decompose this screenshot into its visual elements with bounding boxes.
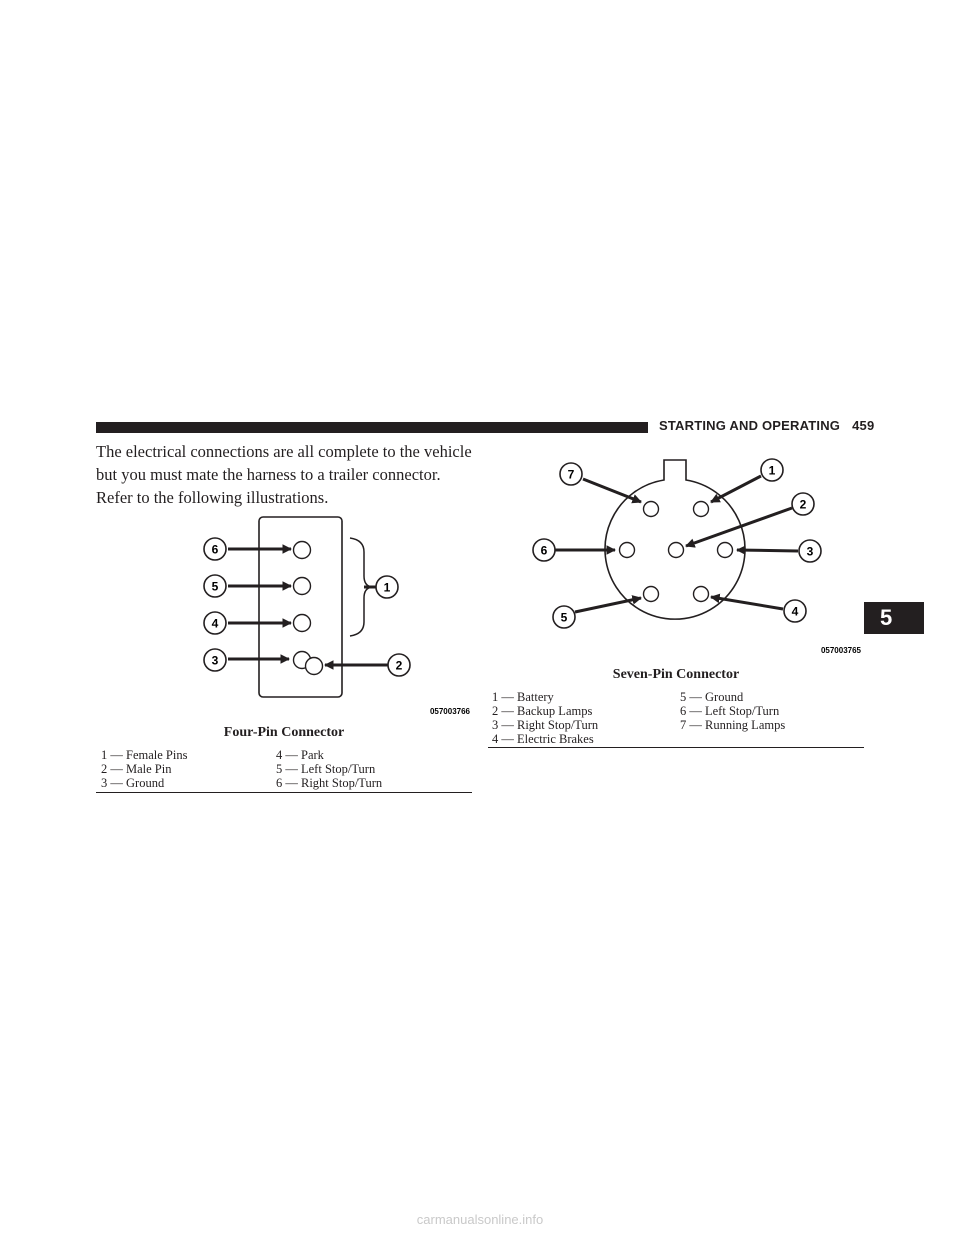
pin-5 bbox=[294, 578, 311, 595]
footer-watermark: carmanualsonline.info bbox=[416, 1212, 544, 1227]
legend-item: 5 — Left Stop/Turn bbox=[276, 762, 376, 776]
legend-item: 1 — Female Pins bbox=[101, 748, 188, 762]
leader-arrow-4 bbox=[711, 597, 783, 609]
intro-line: but you must mate the harness to a trailer connector. bbox=[96, 465, 441, 484]
legend-item: 4 — Park bbox=[276, 748, 324, 762]
pin-6 bbox=[294, 542, 311, 559]
legend-column-right bbox=[680, 690, 785, 732]
legend-column-left bbox=[101, 748, 187, 790]
page-number: 459 bbox=[852, 418, 875, 433]
seven-pin-diagram bbox=[525, 455, 865, 660]
seven-pin-legend-rule bbox=[488, 747, 864, 748]
legend-item: 3 — Ground bbox=[101, 776, 165, 790]
callout-5-label: 5 bbox=[560, 610, 568, 625]
legend-item: 3 — Right Stop/Turn bbox=[492, 718, 599, 732]
seven-pin-connector-figure bbox=[525, 455, 865, 660]
legend-item: 4 — Electric Brakes bbox=[492, 732, 594, 746]
figure-code: 057003765 bbox=[820, 646, 861, 655]
figure-code: 057003766 bbox=[429, 707, 470, 716]
pin-2 bbox=[669, 543, 684, 558]
pin-7 bbox=[644, 502, 659, 517]
callout-2-label: 2 bbox=[799, 497, 807, 512]
callout-6-label: 6 bbox=[211, 542, 219, 557]
legend-item: 2 — Male Pin bbox=[101, 762, 172, 776]
chapter-tab bbox=[864, 602, 924, 634]
pin-4 bbox=[694, 587, 709, 602]
connector-housing bbox=[605, 460, 745, 619]
legend-item: 7 — Running Lamps bbox=[680, 718, 786, 732]
four-pin-legend-rule bbox=[96, 792, 472, 793]
legend-item: 2 — Backup Lamps bbox=[492, 704, 593, 718]
callout-2-label: 2 bbox=[395, 658, 403, 673]
legend-column-right bbox=[276, 748, 382, 790]
section-title: STARTING AND OPERATING bbox=[659, 418, 841, 433]
legend-column-left bbox=[492, 690, 598, 746]
intro-paragraph bbox=[96, 440, 472, 509]
callout-3-label: 3 bbox=[806, 544, 814, 559]
legend-item: 6 — Right Stop/Turn bbox=[276, 776, 383, 790]
legend-item: 5 — Ground bbox=[680, 690, 744, 704]
pin-5 bbox=[644, 587, 659, 602]
four-pin-caption: Four-Pin Connector bbox=[223, 725, 345, 740]
callout-4-label: 4 bbox=[211, 616, 219, 631]
four-pin-connector-figure bbox=[190, 512, 480, 718]
pin-2-male bbox=[306, 658, 323, 675]
four-pin-diagram bbox=[190, 512, 480, 718]
callout-6-label: 6 bbox=[540, 543, 548, 558]
pin-1 bbox=[694, 502, 709, 517]
pin-3 bbox=[718, 543, 733, 558]
intro-line: The electrical connections are all complete to the vehicle bbox=[96, 442, 472, 461]
chapter-number: 5 bbox=[880, 605, 893, 630]
legend-item: 1 — Battery bbox=[492, 690, 554, 704]
seven-pin-caption: Seven-Pin Connector bbox=[612, 667, 740, 682]
callout-5-label: 5 bbox=[211, 579, 219, 594]
running-header bbox=[659, 418, 874, 433]
intro-line: Refer to the following illustrations. bbox=[96, 488, 329, 507]
leader-arrow-7 bbox=[583, 479, 641, 502]
pin-4 bbox=[294, 615, 311, 632]
callout-1-label: 1 bbox=[383, 580, 391, 595]
leader-arrow-5 bbox=[575, 598, 641, 612]
callout-1-label: 1 bbox=[768, 463, 776, 478]
callout-4-label: 4 bbox=[791, 604, 799, 619]
leader-arrow-3 bbox=[737, 550, 798, 551]
pin-6 bbox=[620, 543, 635, 558]
header-rule-bar bbox=[96, 422, 648, 433]
callout-7-label: 7 bbox=[567, 467, 575, 482]
legend-item: 6 — Left Stop/Turn bbox=[680, 704, 780, 718]
leader-arrow-1 bbox=[711, 476, 761, 502]
callout-3-label: 3 bbox=[211, 653, 219, 668]
